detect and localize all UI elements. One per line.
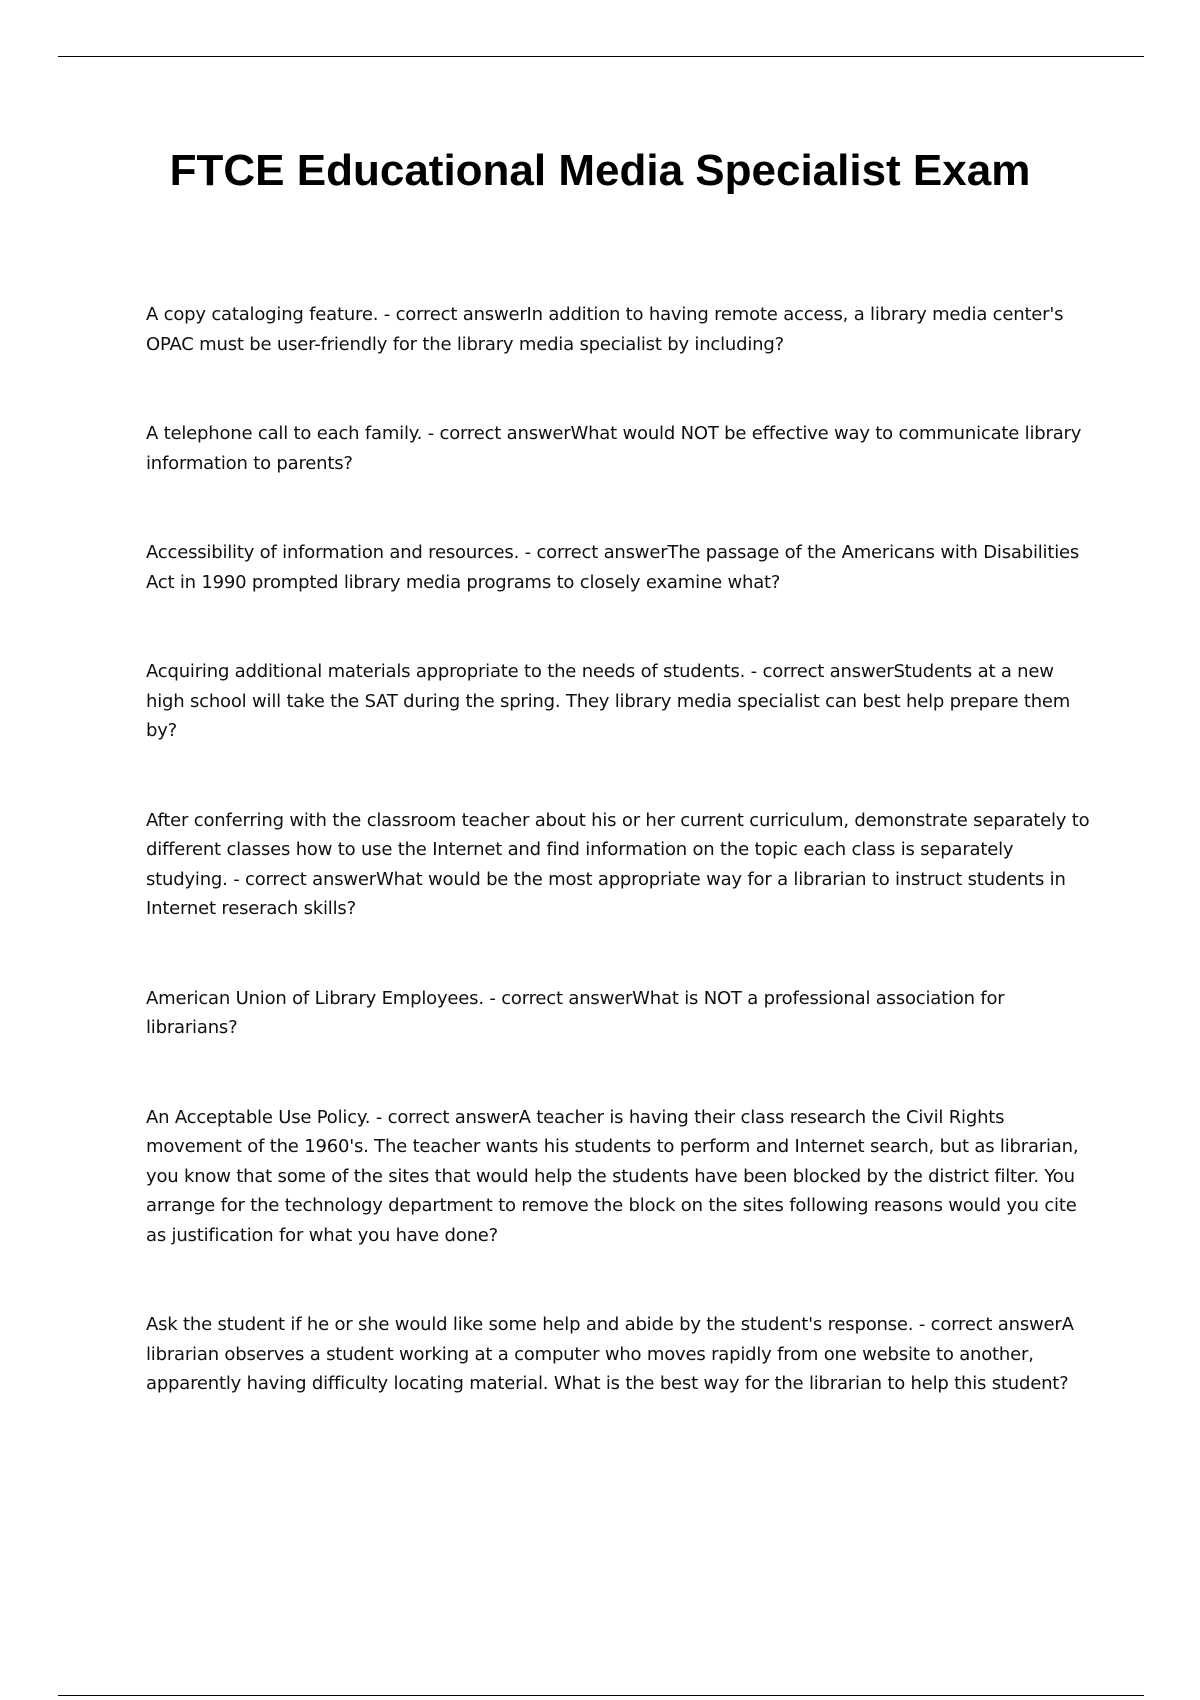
bottom-rule [58, 1695, 1144, 1696]
qa-entry: A telephone call to each family. - correct answerWhat would NOT be effective way to communicate library information to parents? [146, 423, 1082, 474]
qa-entry: Acquiring additional materials appropriate to the needs of students. - correct answerStudents at a new high school will take the SAT during the spring. They library media specialist can best help prepare them by? [146, 661, 1071, 741]
qa-entry: A copy cataloging feature. - correct answerIn addition to having remote access, a library media center's OPAC must be user-friendly for the library media specialist by including? [146, 304, 1064, 355]
qa-entry: American Union of Library Employees. - correct answerWhat is NOT a professional association for librarians? [146, 987, 1005, 1038]
page-title: FTCE Educational Media Specialist Exam [169, 146, 1031, 195]
qa-list [146, 300, 1096, 1459]
qa-entry: Accessibility of information and resources. - correct answerThe passage of the Americans with Disabilities Act in 1990 prompted library media programs to closely examine what? [146, 542, 1080, 593]
qa-entry: Ask the student if he or she would like some help and abide by the student's response. - correct answerA librarian observes a student working at a computer who moves rapidly from one website to another, apparently having difficulty locating material. What is the best way for the librarian to help this student? [146, 1314, 1074, 1394]
top-rule [58, 56, 1144, 57]
qa-entry: An Acceptable Use Policy. - correct answerA teacher is having their class research the Civil Rights movement of the 1960's. The teacher wants his students to perform and Internet search, but as librarian, you know that some of the sites that would help the students have been blocked by the district filter. You arrange for the technology department to remove the block on the sites following reasons would you cite as justification for what you have done? [146, 1106, 1079, 1246]
qa-entry: After conferring with the classroom teacher about his or her current curriculum, demonstrate separately to different classes how to use the Internet and find information on the topic each class is separately studying. - correct answerWhat would be the most appropriate way for a librarian to instruct students in Internet reserach skills? [146, 809, 1090, 919]
